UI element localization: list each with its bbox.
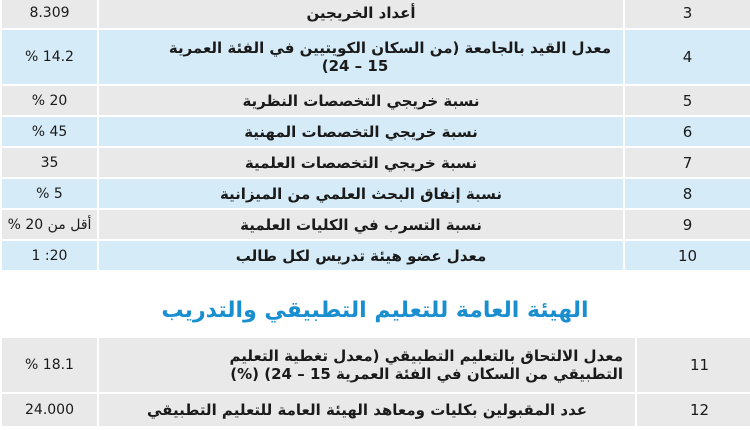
table-row bbox=[1, 240, 750, 271]
table-row bbox=[1, 85, 750, 116]
value-cell: 35 bbox=[1, 147, 98, 178]
row-number: 11 bbox=[636, 337, 750, 393]
table-row bbox=[1, 147, 750, 178]
description-cell: نسبة خريجي التخصصات المهنية bbox=[98, 116, 624, 147]
value-cell: 5 % bbox=[1, 178, 98, 209]
row-number: 8 bbox=[624, 178, 750, 209]
table-row bbox=[1, 29, 750, 85]
table-row bbox=[1, 0, 750, 29]
description-line: معدل القيد بالجامعة (من السكان الكويتيين في الفئة العمرية bbox=[168, 39, 611, 57]
description-cell bbox=[98, 29, 624, 85]
value-cell: 24.000 bbox=[1, 393, 98, 427]
description-cell: نسبة خريجي التخصصات العلمية bbox=[98, 147, 624, 178]
section-title: الهيئة العامة للتعليم التطبيقي والتدريب bbox=[161, 298, 589, 323]
row-number: 4 bbox=[624, 29, 750, 85]
value-cell: 8.309 bbox=[1, 0, 98, 29]
row-number: 12 bbox=[636, 393, 750, 427]
value-cell: 1 :20 bbox=[1, 240, 98, 271]
description-cell: عدد المقبولين بكليات ومعاهد الهيئة العامة للتعليم التطبيقي bbox=[98, 393, 636, 427]
description-line: معدل الالتحاق بالتعليم التطبيقي (معدل تغطية التعليم bbox=[229, 347, 623, 365]
description-cell: نسبة التسرب في الكليات العلمية bbox=[98, 209, 624, 240]
table-row bbox=[1, 178, 750, 209]
row-number: 7 bbox=[624, 147, 750, 178]
value-cell: 45 % bbox=[1, 116, 98, 147]
value-cell: 18.1 % bbox=[1, 337, 98, 393]
description-line: التطبيقي من السكان في الفئة العمرية 15 – 24) (%) bbox=[230, 365, 623, 383]
description-cell bbox=[98, 337, 636, 393]
value-cell: أقل من 20 % bbox=[1, 209, 98, 240]
table-row bbox=[1, 337, 750, 393]
row-number: 6 bbox=[624, 116, 750, 147]
row-number: 5 bbox=[624, 85, 750, 116]
description-cell: معدل عضو هيئة تدريس لكل طالب bbox=[98, 240, 624, 271]
table-row bbox=[1, 209, 750, 240]
description-cell: نسبة خريجي التخصصات النظرية bbox=[98, 85, 624, 116]
row-number: 9 bbox=[624, 209, 750, 240]
value-cell: 14.2 % bbox=[1, 29, 98, 85]
description-line: 15 – 24) bbox=[321, 57, 389, 75]
table-row bbox=[1, 116, 750, 147]
row-number: 3 bbox=[624, 0, 750, 29]
table-row bbox=[1, 393, 750, 427]
indicators-table-2 bbox=[0, 336, 750, 428]
value-cell: 20 % bbox=[1, 85, 98, 116]
description-cell: أعداد الخريجين bbox=[98, 0, 624, 29]
row-number: 10 bbox=[624, 240, 750, 271]
description-cell: نسبة إنفاق البحث العلمي من الميزانية bbox=[98, 178, 624, 209]
